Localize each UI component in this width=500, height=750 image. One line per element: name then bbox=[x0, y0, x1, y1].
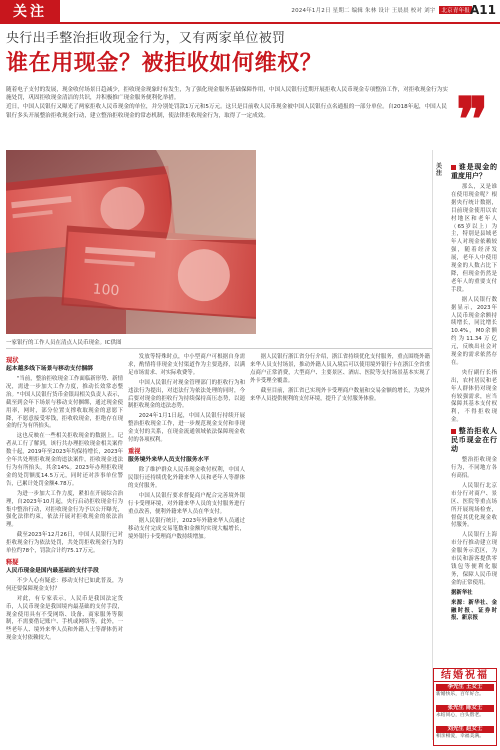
body-paragraph: 中国人民银行要求督促商户配合完善境外银行卡受理环境，对外籍来华人员的支付服务进行重点改善，便利外籍来华人员在华支付。 bbox=[128, 492, 245, 515]
body-paragraph: "当前，整治拒收现金工作面临新形势、新情况，需进一步加大工作力度，推动长效常态整治。"中国人民银行货币金银局相关负责人表示，截至到会年下场景与移动支付捆绑，通过现金使用率，网时，部分位置支撑收取现金的意愿下降，不愿意接受零钱，拒收收现金，拒绝存在现金的行为有所抬头。 bbox=[6, 376, 123, 430]
source-line: 来源：新华社、金融时报、证券时报、新京报 bbox=[451, 599, 497, 622]
body-paragraph: 2024年1月1日起，中国人民银行持续开展整治拒收现金工作，进一步规范现金支付和非现金支付的关系，在现金流通领域依法保障现金收付的各项权利。 bbox=[128, 413, 245, 444]
sidebar-question-2: 整治拒收人民币现金在行动 bbox=[451, 427, 497, 454]
ad-item-text: 相亲相爱，幸福美满。 bbox=[436, 734, 484, 739]
section-tag: 关注 bbox=[0, 0, 60, 24]
square-bullet-icon bbox=[451, 429, 456, 434]
headline: 谁在用现金？被拒收如何维权？ bbox=[6, 51, 323, 76]
square-bullet-icon bbox=[451, 165, 456, 170]
body-paragraph: 那么，又是谁在使用现金呢？根据央行统计数据，目前现金使用以农村地区和老年人（65岁以上）为主，特别是县域老年人对现金依赖较强，随着经济发展，老年人中使用现金的人数占比下降，但现金仍然是老年人的重要支付手段。 bbox=[451, 184, 497, 293]
ad-title: 结婚祝福 bbox=[434, 669, 496, 682]
ad-item bbox=[436, 684, 494, 698]
subheadline: 央行出手整治拒收现金行为，又有两家单位被罚 bbox=[6, 31, 286, 46]
body-paragraph: 据人民银行统计，2023年外籍来华人员通过移动支付完成交易笔数和金额均实现大幅增长，境外银行卡受理商户数持续增加。 bbox=[128, 518, 245, 541]
body-paragraph: 对此，有专家表示，人民币是我国法定货币，人民币现金是我国境内最基础的支付手段，现金使用具有不受网络、设备、商家服务等限制，不需要借记账户、手机或网络等。此外，一些老年人、境外来华人员和外籍人士等群体仍对现金支付依赖较大。 bbox=[6, 595, 123, 642]
banknote-photo-graphic bbox=[6, 150, 256, 334]
body-paragraph: 为进一步加大工作力度，紧扣在开展综合治理，自2023年10月起，央行启动拒收现金行为集中整治行动，对拒收现金行为予以公开曝光，强化法律约束，依法开展对拒收现金的依法治理。 bbox=[6, 490, 123, 529]
section-tag-attention: 重视 bbox=[128, 447, 141, 455]
quote-mark-icon: ❞ bbox=[456, 85, 489, 155]
svg-text:100: 100 bbox=[92, 281, 120, 300]
body-column-2 bbox=[128, 354, 245, 544]
wedding-ad bbox=[433, 668, 497, 746]
newspaper-badge: 北京青年报 bbox=[441, 8, 470, 14]
ad-item-name: 李先生 王女士 bbox=[436, 684, 494, 691]
rule-divider bbox=[6, 348, 432, 349]
body-paragraph: 中国人民银行对现金管理部门的拒收行为和违法行为提出，对违法行为依法处理的同时，今后要对现金的拒收行为持续保持高压态势，以遏制拒收现金的违法态势。 bbox=[128, 379, 245, 410]
body-paragraph: 截至目前，浙江省已实现外卡受理商户数量和交易金额的增长，为境外来华人员提供便利的支付环境，提升了支付服务体验。 bbox=[250, 387, 430, 402]
sidebar-column bbox=[451, 163, 497, 623]
body-column-3 bbox=[250, 354, 430, 405]
section-title-attention: 服务境外来华人员支付服务水平 bbox=[128, 456, 210, 463]
lead-para-1: 随着电子支付的发展，现金收付场景日趋减少，拒收现金现象时有发生，为了强化现金服务基础保障作用，中国人民银行近期开展拒收人民币现金专项整治工作，对拒收现金行为实施处罚，巩固拒收现金清洁的共识，并积极推广现金服务便利化举措。 bbox=[6, 87, 448, 102]
body-paragraph: 不少人心有疑虑：移动支付已如此普及，为何还要保障现金支付？ bbox=[6, 577, 123, 592]
ad-item-name: 张先生 陈女士 bbox=[436, 705, 494, 712]
dateline bbox=[291, 6, 472, 14]
body-paragraph: 央行副行长指出，农村居民和老年人群体仍对现金有较强需求，应当保障其基本支付权利，不得拒收现金。 bbox=[451, 369, 497, 424]
ad-item-text: 新婚快乐，百年好合。 bbox=[436, 692, 484, 697]
ad-item-name: 刘先生 赵女士 bbox=[436, 726, 494, 733]
banknote-photo bbox=[6, 150, 256, 334]
body-paragraph: 截至2023年12月26日，中国人民银行已对拒收现金行为依法处罚，共处罚拒收现金行为的单位约78个，罚款合计约75.17万元。 bbox=[6, 532, 123, 555]
section-title-explain: 人民币现金是国内最基础的支付手段 bbox=[6, 567, 99, 574]
sidebar-label: 关注 bbox=[436, 163, 443, 177]
body-paragraph: 这也反映在一些相关拒收现金的数据上。记者从工行了解到，该行共办理拒收现金相关案件数十起，2019年至2023年均保持增长，2023年全年共处理拒收现金的违法案件，拒收现金违法行为有所抬头，其余14%。2023年办理拒收现金的处罚额度14.5万元，同时还对涉事单位警告，已累计处罚金额4.78万。 bbox=[6, 433, 123, 487]
body-paragraph: 整治拒收现金行为，不同地方各有高招。 bbox=[451, 457, 497, 479]
dateline-text: 2024年1月2日 星期二 编辑 朱林 设计 王晨晨 校对 刘宇 bbox=[291, 8, 436, 14]
photo-caption: 一家银行的工作人员在清点人民币现金。IC供图 bbox=[6, 340, 122, 346]
body-paragraph: 人民银行北京市分行对商户、景区、医院等重点场所开展现场检查，督促其优化现金收付服务。 bbox=[451, 482, 497, 529]
lead-paragraph bbox=[6, 86, 448, 121]
section-title-status: 起本越多线下场景与移动支付捆绑 bbox=[6, 366, 93, 372]
lead-para-2: 近日，中国人民银行又曝光了两家拒收人民币现金的单位，并分别处罚款1万元和5万元。这只是目前收人民币现金被中国人民银行点名通报的一部分单位。自2018年起，中国人民银行多头开展整治拒收现金行动，建立整治拒收现金的常态机制，使法律拒收现金行为，取得了一定成效。 bbox=[6, 104, 447, 119]
byline: 据新华社 bbox=[451, 589, 473, 596]
ad-item bbox=[436, 705, 494, 719]
page-number: A11 bbox=[470, 3, 496, 17]
ad-item-text: 永结同心，白头偕老。 bbox=[436, 713, 484, 718]
body-paragraph: 据人民银行浙江省分行介绍，浙江省持续优化支付服务，重点围绕外籍来华人员支付场景，推动外籍人员入境后可以使用境外银行卡在浙江全省重点商户正常消费，大型商户、主要景区、酒店、医院等支付场景基本实现了外卡受理全覆盖。 bbox=[250, 354, 430, 384]
body-paragraph: 据人民银行数据显示，2023年人民币现金余额持续增长，同比增长10.4%，M0余额约为11.34万亿元，反映出社会对现金的需求依然存在。 bbox=[451, 296, 497, 366]
ad-item bbox=[436, 726, 494, 740]
body-paragraph: 除了维护群众人民币现金收付权利，中国人民银行还持续优化外籍来华人员和老年人等群体的支付服务。 bbox=[128, 466, 245, 489]
body-column-1 bbox=[6, 354, 123, 645]
sidebar-question-1: 谁是现金的重度用户？ bbox=[451, 163, 497, 180]
section-tag-explain: 释疑 bbox=[6, 558, 19, 566]
body-paragraph: 发放等特殊时点，中小型商户可根据自身需求，酌情将非现金支付渠道作为主要选择，以满足市场需求、对实际收费等。 bbox=[128, 354, 245, 376]
section-tag-status: 现状 bbox=[6, 357, 19, 364]
column-divider bbox=[432, 150, 433, 740]
page-header bbox=[0, 0, 500, 24]
body-paragraph: 人民银行上海市分行推动建立现金服务示范区，为市民和游客提供零钱包等便利化服务，保障人民币现金的正常使用。 bbox=[451, 532, 497, 586]
